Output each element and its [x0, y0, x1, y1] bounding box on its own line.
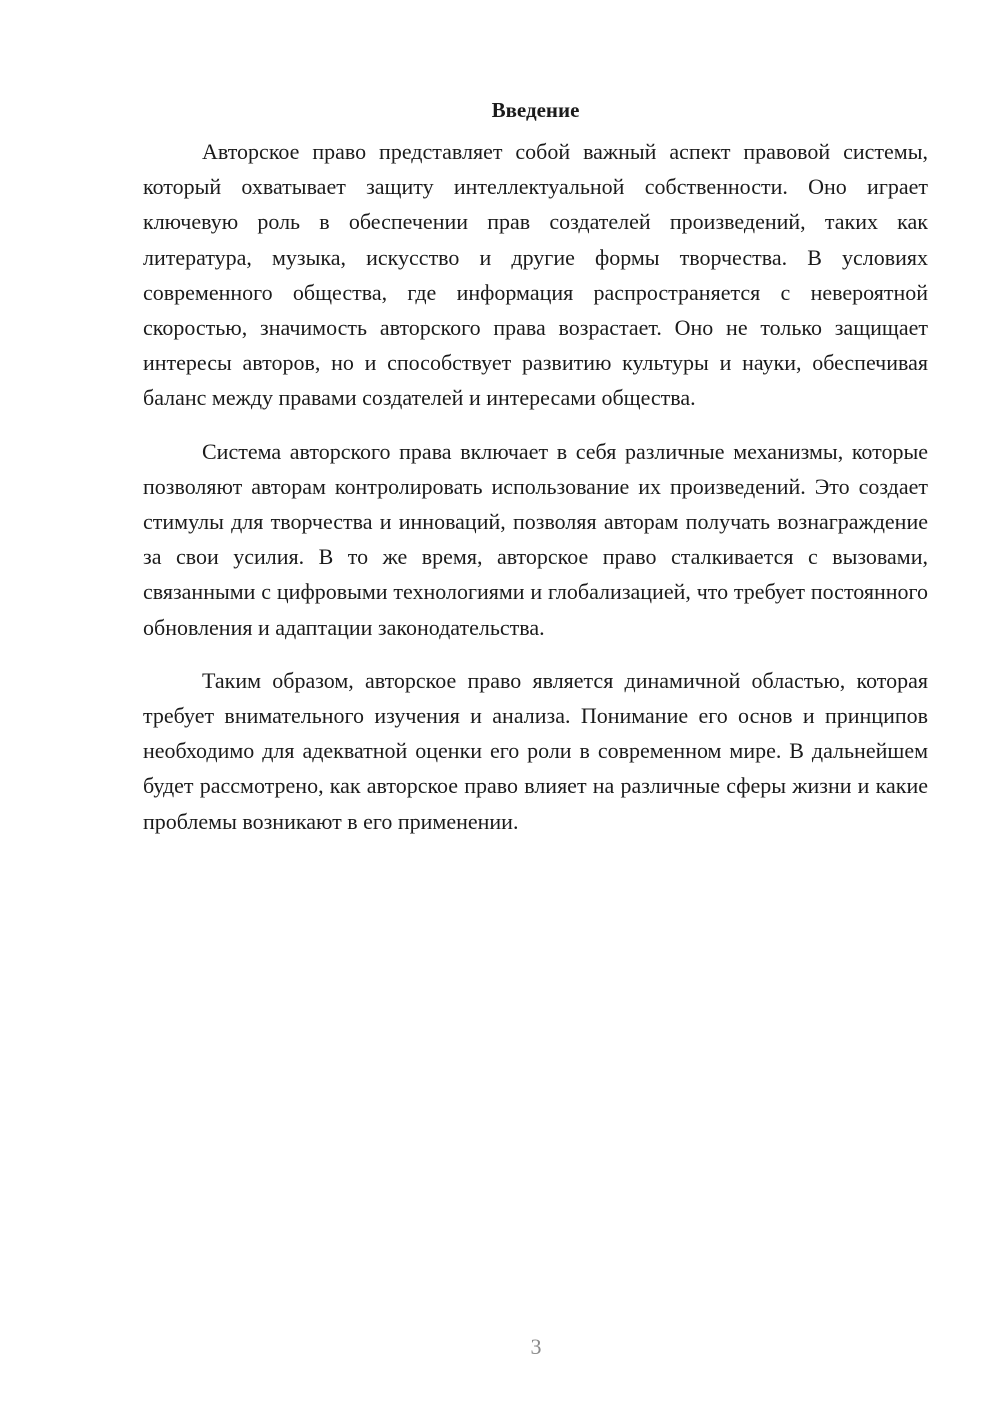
- paragraph-1: Авторское право представляет собой важный аспект правовой системы, который охватывает защиту интеллектуальной собственности. Оно играет ключевую роль в обеспечении прав создателей произведений, таких как литература, музыка, искусство и другие формы творчества. В условиях современного общества, где информация распространяется с невероятной скоростью, значимость авторского права возрастает. Оно не только защищает интересы авторов, но и способствует развитию культуры и науки, обеспечивая баланс между правами создателей и интересами общества.: [143, 139, 928, 411]
- section-heading: Введение: [491, 98, 580, 122]
- page-content: [143, 93, 928, 839]
- paragraph-2: Система авторского права включает в себя различные механизмы, которые позволяют авторам контролировать использование их произведений. Это создает стимулы для творчества и инноваций, позволяя авторам получать вознаграждение за свои усилия. В то же время, авторское право сталкивается с вызовами, связанными с цифровыми технологиями и глобализацией, что требует постоянного обновления и адаптации законодательства.: [143, 438, 928, 640]
- paragraph-3: Таким образом, авторское право является динамичной областью, которая требует внимательного изучения и анализа. Понимание его основ и принципов необходимо для адекватной оценки его роли в современном мире. В дальнейшем будет рассмотрено, как авторское право влияет на различные сферы жизни и какие проблемы возникают в его применении.: [143, 667, 928, 834]
- page-number: 3: [530, 1334, 542, 1359]
